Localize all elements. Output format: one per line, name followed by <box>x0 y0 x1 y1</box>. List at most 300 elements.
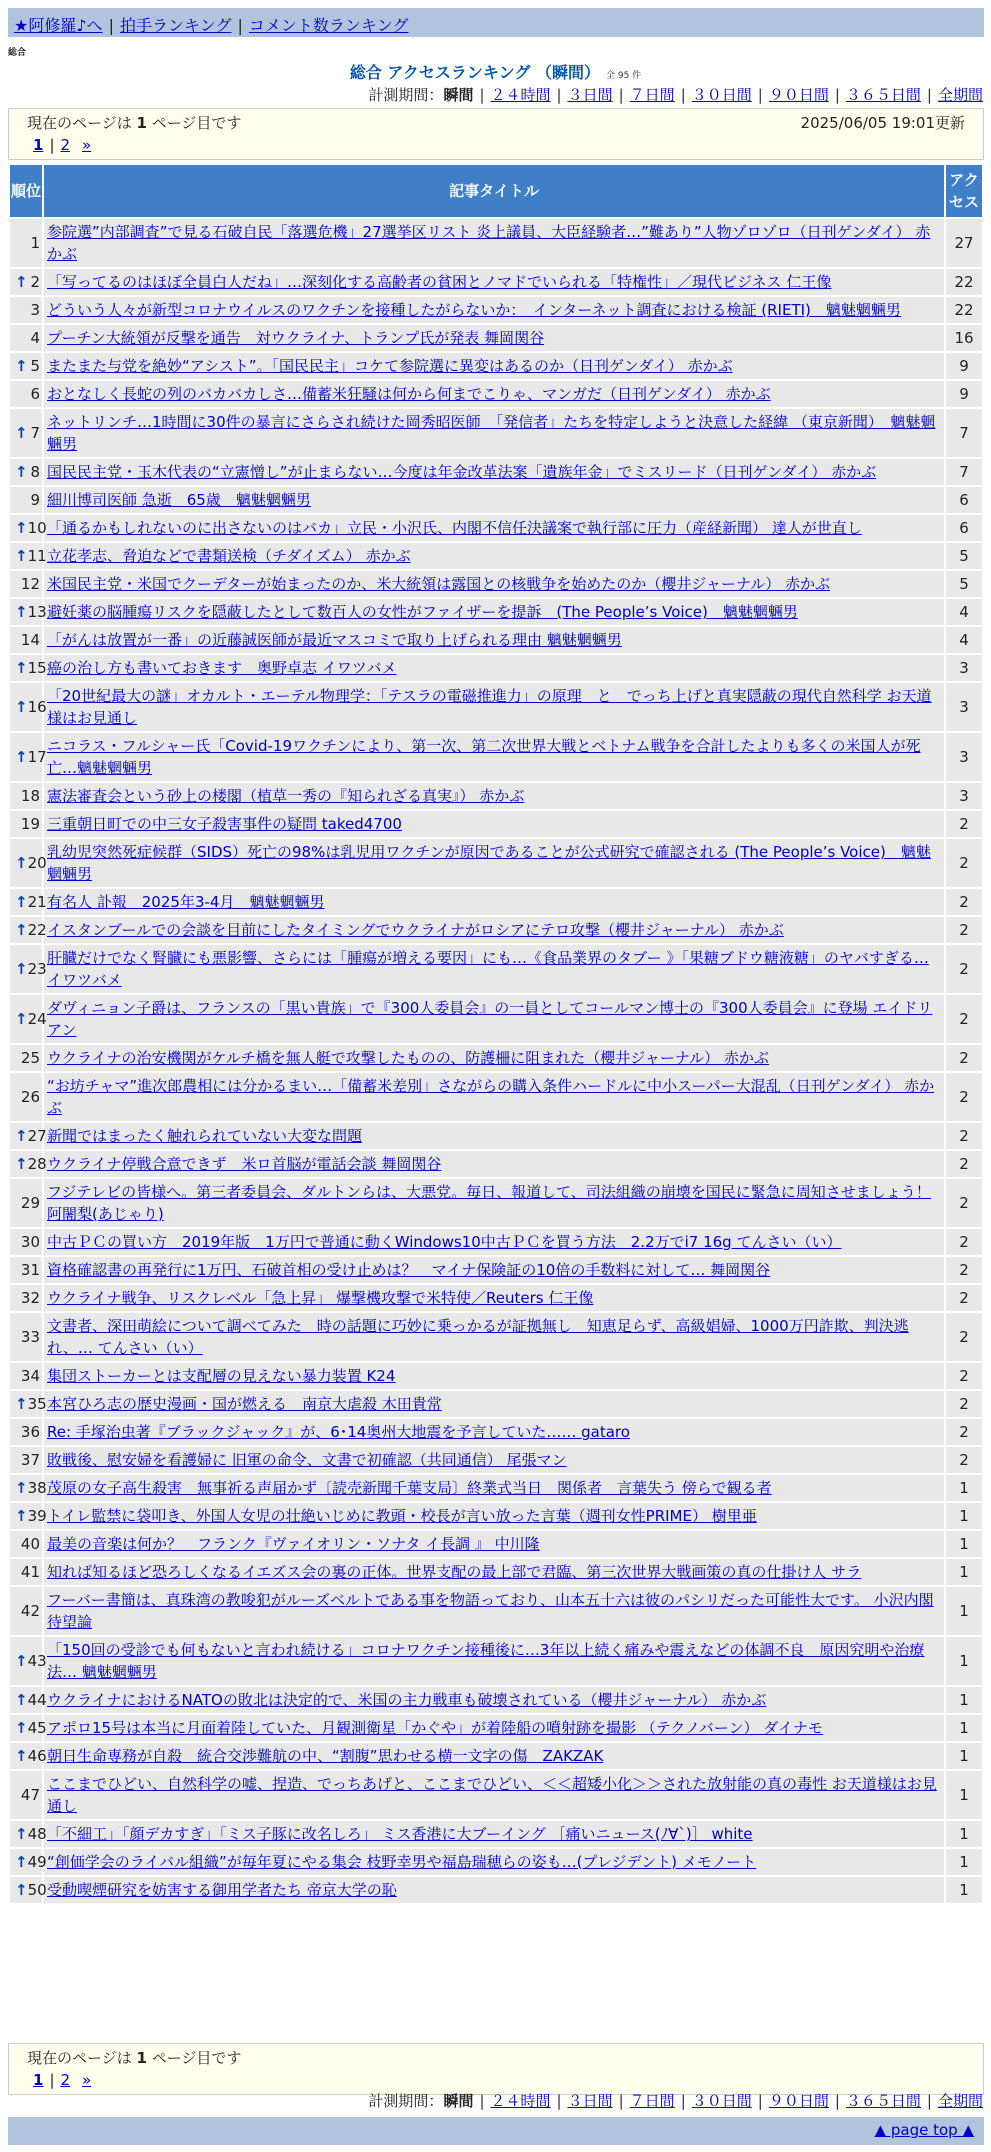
period-link[interactable]: ３０日間 <box>691 2092 752 2110</box>
rank-cell <box>10 269 42 295</box>
title-cell <box>44 1073 944 1121</box>
access-count: 1 <box>946 1475 982 1501</box>
article-link[interactable]: 「150回の受診でも何もないと言われ続ける」コロナワクチン接種後に…3年以上続く痛みや震えなどの体調不良 原因究明や治療法… 魑魅魍魎男 <box>47 1641 925 1681</box>
pager-status-line <box>27 2047 965 2069</box>
period-selector-bottom <box>368 2090 983 2111</box>
table-row <box>10 1849 982 1875</box>
up-arrow-icon: ↑ <box>15 893 28 911</box>
rank-cell <box>10 1715 47 1741</box>
article-link[interactable]: 中古ＰＣの買い方 2019年版 1万円で普通に動くWindows10中古ＰＣを買う方法 2.2万でi7 16g てんさい（い） <box>47 1233 842 1251</box>
table-row <box>10 1559 982 1585</box>
title-cell <box>44 1419 944 1445</box>
period-separator: | <box>556 2092 562 2110</box>
rank-cell <box>10 1587 42 1635</box>
article-link[interactable]: 乳幼児突然死症候群（SIDS）死亡の98%は乳児用ワクチンが原因であることが公式研究で確認される (The People’s Voice) 魑魅魍魎男 <box>47 843 931 883</box>
article-link[interactable]: ここまでひどい、自然科学の嘘、捏造、でっちあげと、ここまでひどい、＜＜超矮小化＞＞された放射能の真の毒性 お天道様はお見通し <box>47 1775 937 1815</box>
title-cell <box>44 1687 944 1713</box>
article-link[interactable]: 憲法審査会という砂上の楼閣（植草一秀の『知られざる真実』） 赤かぶ <box>47 787 525 805</box>
page-link[interactable]: 2 <box>60 136 71 154</box>
rank-cell <box>10 381 42 407</box>
rank-number: 23 <box>27 960 47 978</box>
access-count: 1 <box>946 1587 982 1635</box>
rank-number: 34 <box>20 1367 40 1385</box>
rank-number: 14 <box>20 631 40 649</box>
title-cell <box>44 325 944 351</box>
period-separator: | <box>926 86 932 104</box>
period-separator: | <box>834 86 840 104</box>
rank-cell <box>10 1849 47 1875</box>
title-cell <box>44 655 944 681</box>
access-count: 3 <box>946 783 982 809</box>
article-link[interactable]: 癌の治し方も書いておきます 奥野卓志 イワツバメ <box>47 659 397 677</box>
access-count: 27 <box>946 219 982 267</box>
article-link[interactable]: 最美の音楽は何か？ フランク『ヴァイオリン・ソナタ イ長調 』 中川隆 <box>47 1535 540 1553</box>
period-separator: | <box>680 2092 686 2110</box>
article-link[interactable]: 文書者、深田萌絵について調べてみた 時の話題に巧妙に乗っかるが証拠無し 知恵足らず、高級娼婦、1000万円詐欺、判決逃れ、… てんさい（い） <box>47 1317 909 1357</box>
comment-ranking-link[interactable]: コメント数ランキング <box>248 16 409 35</box>
rank-number: 25 <box>20 1049 40 1067</box>
rank-number: 8 <box>30 463 40 481</box>
up-arrow-icon: ↑ <box>15 921 28 939</box>
period-separator: | <box>479 86 485 104</box>
up-arrow-icon: ↑ <box>15 1127 28 1145</box>
period-link[interactable]: 全期間 <box>937 2092 983 2110</box>
table-row <box>10 1419 982 1445</box>
article-link[interactable]: 受動喫煙研究を妨害する御用学者たち 帝京大学の恥 <box>47 1881 397 1899</box>
title-cell <box>44 683 944 731</box>
page-link[interactable]: 2 <box>60 2071 71 2089</box>
table-row <box>10 1391 982 1417</box>
rank-cell <box>10 571 42 597</box>
period-separator: | <box>680 86 686 104</box>
table-row <box>10 487 982 513</box>
period-link[interactable]: ９０日間 <box>768 86 829 104</box>
pager-box-bottom <box>8 2043 984 2095</box>
rank-cell <box>10 515 47 541</box>
period-separator: | <box>618 2092 624 2110</box>
title-cell <box>44 1849 944 1875</box>
article-link[interactable]: 本宮ひろ志の歴史漫画・国が燃える 南京大虐殺 木田貴常 <box>47 1395 442 1413</box>
table-row <box>10 655 982 681</box>
access-count: 5 <box>946 543 982 569</box>
access-count: 2 <box>946 811 982 837</box>
table-row <box>10 1447 982 1473</box>
category-label: 総合 <box>8 48 27 58</box>
table-row <box>10 1045 982 1071</box>
rank-cell <box>10 1531 42 1557</box>
rank-number: 40 <box>20 1535 40 1553</box>
rank-cell <box>10 627 42 653</box>
table-row <box>10 733 982 781</box>
access-count: 2 <box>946 1363 982 1389</box>
access-count: 1 <box>946 1559 982 1585</box>
rank-cell <box>10 353 42 379</box>
rank-cell <box>10 487 42 513</box>
table-row <box>10 917 982 943</box>
article-link[interactable]: またまた与党を絶妙“アシスト”。「国民民主」コケて参院選に異変はあるのか（日刊ゲンダイ） 赤かぶ <box>47 357 733 375</box>
rank-cell <box>10 543 47 569</box>
up-arrow-icon: ↑ <box>15 1825 28 1843</box>
article-link[interactable]: 「20世紀最大の謎」オカルト・エーテル物理学：「テスラの電磁推進力」の原理 と でっち上げと真実隠蔽の現代自然科学 お天道様はお見通し <box>47 687 932 727</box>
title-cell <box>44 995 944 1043</box>
rank-number: 41 <box>20 1563 40 1581</box>
title-cell <box>44 1447 944 1473</box>
rank-number: 21 <box>27 893 47 911</box>
up-arrow-icon: ↑ <box>15 424 28 442</box>
up-arrow-icon: ↑ <box>15 854 28 872</box>
table-row <box>10 1771 982 1819</box>
table-row <box>10 1687 982 1713</box>
clap-ranking-link[interactable]: 拍手ランキング <box>119 16 232 35</box>
bottom-bar <box>8 2117 984 2145</box>
home-link[interactable]: ★阿修羅♪へ <box>14 16 103 35</box>
article-link[interactable]: フーバー書簡は、真珠湾の教唆犯がルーズベルトである事を物語っており、山本五十六は彼のパシリだった可能性大です。 小沢内閣待望論 <box>47 1591 934 1631</box>
title-cell <box>44 1475 944 1501</box>
rank-number: 13 <box>27 603 47 621</box>
period-link[interactable]: ２４時間 <box>490 2092 551 2110</box>
up-arrow-icon: ↑ <box>15 357 28 375</box>
title-cell <box>44 917 944 943</box>
rank-cell <box>10 1877 47 1903</box>
rank-number: 37 <box>20 1451 40 1469</box>
article-link[interactable]: アポロ15号は本当に月面着陸していた、月観測衛星「かぐや」が着陸船の噴射跡を撮影 （テクノバーン） ダイナモ <box>47 1719 823 1737</box>
access-count: 1 <box>946 1715 982 1741</box>
rank-cell <box>10 1313 42 1361</box>
pager-text-pre: 現在のページは <box>27 2049 132 2067</box>
page-link[interactable]: 1 <box>33 136 44 154</box>
title-cell <box>44 269 944 295</box>
article-link[interactable]: プーチン大統領が反撃を通告 対ウクライナ、トランプ氏が発表 舞岡関谷 <box>47 329 545 347</box>
title-cell <box>44 381 944 407</box>
current-page-number: 1 <box>136 114 147 132</box>
table-row <box>10 1715 982 1741</box>
page-top-link[interactable]: ▲ page top ▲ <box>874 2121 974 2139</box>
article-link[interactable]: ウクライナ戦争、リスクレベル「急上昇」 爆撃機攻撃で米特使／Reuters 仁王像 <box>47 1289 594 1307</box>
article-link[interactable]: ウクライナ停戦合意できず 米ロ首脳が電話会談 舞岡関谷 <box>47 1155 442 1173</box>
access-count: 1 <box>946 1821 982 1847</box>
access-count: 2 <box>946 1419 982 1445</box>
title-cell <box>44 487 944 513</box>
period-link[interactable]: ９０日間 <box>768 2092 829 2110</box>
table-row <box>10 1313 982 1361</box>
table-row <box>10 783 982 809</box>
table-row <box>10 1877 982 1903</box>
table-row <box>10 1503 982 1529</box>
up-arrow-icon: ↑ <box>15 547 28 565</box>
rank-number: 27 <box>27 1127 47 1145</box>
table-row <box>10 1073 982 1121</box>
article-link[interactable]: おとなしく長蛇の列のバカバカしさ…備蓄米狂騒は何から何までこりゃ、マンガだ（日刊ゲンダイ） 赤かぶ <box>47 385 771 403</box>
article-link[interactable]: 避妊薬の脳腫瘍リスクを隠蔽したとして数百人の女性がファイザーを提訴 (The People’s Voice) 魑魅魍魎男 <box>47 603 798 621</box>
up-arrow-icon: ↑ <box>15 1652 28 1670</box>
title-cell <box>44 1257 944 1283</box>
title-cell <box>44 1877 944 1903</box>
current-page-number: 1 <box>136 2049 147 2067</box>
table-row <box>10 627 982 653</box>
article-link[interactable]: 知れば知るほど恐ろしくなるイエズス会の裏の正体。世界支配の最上部で君臨、第三次世界大戦画策の真の仕掛け人 サラ <box>47 1563 862 1581</box>
table-row <box>10 219 982 267</box>
period-link[interactable]: ３日間 <box>567 2092 613 2110</box>
rank-number: 50 <box>27 1881 47 1899</box>
rank-number: 47 <box>20 1786 40 1804</box>
rank-cell <box>10 1229 42 1255</box>
access-count: 3 <box>946 683 982 731</box>
table-row <box>10 353 982 379</box>
rank-cell <box>10 889 47 915</box>
rank-cell <box>10 917 47 943</box>
pagination: 1 | 2 » <box>33 136 92 154</box>
rank-cell <box>10 783 42 809</box>
rank-number: 48 <box>27 1825 47 1843</box>
rank-cell <box>10 1073 42 1121</box>
period-separator: | <box>757 2092 763 2110</box>
article-link[interactable]: ウクライナの治安機関がケルチ橋を無人艇で攻撃したものの、防護柵に阻まれた（櫻井ジャーナル） 赤かぶ <box>47 1049 769 1067</box>
access-count: 1 <box>946 1637 982 1685</box>
up-arrow-icon: ↑ <box>15 698 28 716</box>
table-row <box>10 1637 982 1685</box>
access-count: 1 <box>946 1849 982 1875</box>
rank-number: 32 <box>20 1289 40 1307</box>
access-count: 2 <box>946 1073 982 1121</box>
article-link[interactable]: 「写ってるのはほぼ全員白人だね」…深刻化する高齢者の貧困とノマドでいられる「特権性」／現代ビジネス 仁王像 <box>47 273 832 291</box>
access-count: 7 <box>946 459 982 485</box>
rank-cell <box>10 1687 47 1713</box>
article-link[interactable]: 集団ストーカーとは支配層の見えない暴力装置 K24 <box>47 1367 396 1385</box>
article-link[interactable]: ニコラス・フルシャー氏「Covid-19ワクチンにより、第一次、第二次世界大戦とベトナム戦争を合計したよりも多くの米国人が死亡…魑魅魍魎男 <box>47 737 921 777</box>
access-count: 4 <box>946 627 982 653</box>
article-link[interactable]: “創価学会のライバル組織”が毎年夏にやる集会 枝野幸男や福島瑞穂らの姿も…(プレジデント) メモノート <box>47 1853 757 1871</box>
rank-number: 5 <box>30 357 40 375</box>
period-link[interactable]: ３日間 <box>567 86 613 104</box>
title-cell <box>44 599 944 625</box>
article-link[interactable]: 立花孝志、脅迫などで書類送検（チダイズム） 赤かぶ <box>47 547 411 565</box>
article-link[interactable]: 国民民主党・玉木代表の“立憲憎し”が止まらない…今度は年金改革法案「遺族年金」でミスリード（日刊ゲンダイ） 赤かぶ <box>47 463 877 481</box>
rank-cell <box>10 683 47 731</box>
rank-number: 4 <box>30 329 40 347</box>
access-count: 2 <box>946 889 982 915</box>
rank-number: 10 <box>27 519 47 537</box>
period-link[interactable]: ７日間 <box>629 86 675 104</box>
access-count: 3 <box>946 733 982 781</box>
title-cell <box>44 1771 944 1819</box>
pager-status <box>27 2047 241 2069</box>
article-link[interactable]: “お坊チャマ”進次郎農相には分かるまい…「備蓄米差別」さながらの購入条件ハードルに中小スーパー大混乱（日刊ゲンダイ） 赤かぶ <box>47 1077 935 1117</box>
article-link[interactable]: 新聞ではまったく触れられていない大変な問題 <box>47 1127 363 1145</box>
article-link[interactable]: 「がんは放置が一番」の近藤誠医師が最近マスコミで取り上げられる理由 魑魅魍魎男 <box>47 631 622 649</box>
up-arrow-icon: ↑ <box>15 1155 28 1173</box>
period-link[interactable]: ２４時間 <box>490 86 551 104</box>
next-page-link[interactable]: » <box>82 2071 92 2089</box>
rank-number: 12 <box>20 575 40 593</box>
rank-cell <box>10 1743 47 1769</box>
period-link[interactable]: 全期間 <box>937 86 983 104</box>
access-count: 2 <box>946 1229 982 1255</box>
article-link[interactable]: 「不細工」「顔デカすぎ」「ミス子豚に改名しろ」 ミス香港に大ブーイング ［痛いニュース(ﾉ∀`)］ white <box>47 1825 753 1843</box>
rank-cell <box>10 409 42 457</box>
rank-cell <box>10 995 47 1043</box>
rank-number: 42 <box>20 1602 40 1620</box>
rank-number: 43 <box>27 1652 47 1670</box>
title-cell <box>44 1123 944 1149</box>
article-link[interactable]: フジテレビの皆様へ。第三者委員会、ダルトンらは、大悪党。毎日、報道して、司法組織の崩壊を国民に緊急に周知させましょう！ 阿闍梨(あじゃり) <box>47 1183 931 1223</box>
article-link[interactable]: 資格確認書の再発行に1万円、石破首相の受け止めは？ マイナ保険証の10倍の手数料に対して… 舞岡関谷 <box>47 1261 771 1279</box>
rank-cell <box>10 297 42 323</box>
title-cell <box>44 1503 944 1529</box>
up-arrow-icon: ↑ <box>15 1691 28 1709</box>
title-cell <box>44 1363 944 1389</box>
access-count: 1 <box>946 1877 982 1903</box>
table-row <box>10 409 982 457</box>
table-row <box>10 515 982 541</box>
title-cell <box>44 1285 944 1311</box>
period-current: 瞬間 <box>443 2092 474 2110</box>
rank-number: 18 <box>20 787 40 805</box>
article-link[interactable]: 敗戦後、慰安婦を看護婦に 旧軍の命令、文書で初確認（共同通信） 尾張マン <box>47 1451 567 1469</box>
rank-cell <box>10 459 42 485</box>
table-row <box>10 1229 982 1255</box>
title-cell <box>44 1391 944 1417</box>
article-link[interactable]: 朝日生命専務が自殺 統合交渉難航の中、“割腹”思わせる横一文字の傷 ZAKZAK <box>47 1747 604 1765</box>
article-link[interactable]: 三重朝日町での中三女子殺害事件の疑問 taked4700 <box>47 815 402 833</box>
table-row <box>10 297 982 323</box>
access-count: 4 <box>946 599 982 625</box>
title-cell <box>44 1179 944 1227</box>
up-arrow-icon: ↑ <box>15 960 28 978</box>
rank-cell <box>10 733 47 781</box>
rank-number: 24 <box>27 1010 47 1028</box>
access-count: 1 <box>946 1743 982 1769</box>
period-separator: | <box>556 86 562 104</box>
period-separator: | <box>618 86 624 104</box>
table-row <box>10 1285 982 1311</box>
rank-cell <box>10 1821 47 1847</box>
access-count: 2 <box>946 1257 982 1283</box>
title-cell <box>44 1587 944 1635</box>
rank-number: 29 <box>20 1194 40 1212</box>
table-row <box>10 945 982 993</box>
access-count: 2 <box>946 1151 982 1177</box>
title-cell <box>44 1531 944 1557</box>
article-link[interactable]: ダヴィニョン子爵は、フランスの「黒い貴族」で『300人委員会』の一員としてコールマン博士の『300人委員会』に登場 エイドリアン <box>47 999 933 1039</box>
rank-cell <box>10 219 42 267</box>
up-arrow-icon: ↑ <box>15 1395 28 1413</box>
title-cell <box>44 515 944 541</box>
table-row <box>10 995 982 1043</box>
pagination: 1 | 2 » <box>33 2071 92 2089</box>
up-arrow-icon: ↑ <box>15 659 28 677</box>
article-link[interactable]: 細川博司医師 急逝 65歳 魑魅魍魎男 <box>47 491 311 509</box>
rank-number: 22 <box>27 921 47 939</box>
page-link[interactable]: 1 <box>33 2071 44 2089</box>
period-link[interactable]: ７日間 <box>629 2092 675 2110</box>
up-arrow-icon: ↑ <box>15 1479 28 1497</box>
access-count: 2 <box>946 995 982 1043</box>
rank-number: 1 <box>30 234 40 252</box>
table-row <box>10 1475 982 1501</box>
rank-number: 44 <box>27 1691 47 1709</box>
up-arrow-icon: ↑ <box>15 748 28 766</box>
rank-cell <box>10 325 42 351</box>
period-link[interactable]: ３６５日間 <box>845 86 921 104</box>
rank-cell <box>10 811 42 837</box>
access-count: 1 <box>946 1531 982 1557</box>
rank-number: 35 <box>27 1395 47 1413</box>
table-row <box>10 269 982 295</box>
up-arrow-icon: ↑ <box>15 1853 28 1871</box>
pager-status <box>27 112 241 134</box>
rank-number: 39 <box>27 1507 47 1525</box>
rank-number: 20 <box>27 854 47 872</box>
period-link[interactable]: ３０日間 <box>691 86 752 104</box>
title-cell <box>44 409 944 457</box>
rank-cell <box>10 655 47 681</box>
article-link[interactable]: トイレ監禁に袋叩き、外国人女児の壮絶いじめに教頭・校長が言い放った言葉（週刊女性PRIME） 樹里亜 <box>47 1507 757 1525</box>
title-cell <box>44 1559 944 1585</box>
access-count: 22 <box>946 297 982 323</box>
rank-cell <box>10 599 47 625</box>
title-cell <box>44 889 944 915</box>
access-count: 6 <box>946 487 982 513</box>
pager-text-post: ページ目です <box>151 2049 242 2067</box>
article-link[interactable]: イスタンブールでの会談を目前にしたタイミングでウクライナがロシアにテロ攻撃（櫻井ジャーナル） 赤かぶ <box>47 921 784 939</box>
rank-number: 3 <box>30 301 40 319</box>
table-row <box>10 459 982 485</box>
rank-number: 30 <box>20 1233 40 1251</box>
rank-number: 17 <box>27 748 47 766</box>
article-link[interactable]: Re: 手塚治虫著『ブラックジャック』が、6･14奥州大地震を予言していた…… gataro <box>47 1423 630 1441</box>
article-link[interactable]: 肝臓だけでなく腎臓にも悪影響、さらには「腫瘍が増える要因」にも…《食品業界のタブー 》「果糖ブドウ糖液糖」のヤバすぎる… イワツバメ <box>47 949 929 989</box>
article-link[interactable]: 有名人 訃報 2025年3-4月 魑魅魍魎男 <box>47 893 325 911</box>
period-separator: | <box>757 86 763 104</box>
rank-cell <box>10 1257 42 1283</box>
article-link[interactable]: ネットリンチ…1時間に30件の暴言にさらされ続けた岡秀昭医師 「発信者」たちを特定しようと決意した経緯 （東京新聞） 魑魅魍魎男 <box>47 413 936 453</box>
period-separator: | <box>479 2092 485 2110</box>
period-link[interactable]: ３６５日間 <box>845 2092 921 2110</box>
rank-cell <box>10 945 47 993</box>
rank-number: 2 <box>30 273 40 291</box>
period-label: 計測期間： <box>368 86 444 104</box>
table-row <box>10 381 982 407</box>
rank-number: 19 <box>20 815 40 833</box>
access-count: 22 <box>946 269 982 295</box>
article-link[interactable]: 米国民主党・米国でクーデターが始まったのか、米大統領は露国との核戦争を始めたのか（櫻井ジャーナル） 赤かぶ <box>47 575 830 593</box>
title-cell <box>44 219 944 267</box>
title-cell <box>44 1151 944 1177</box>
next-page-link[interactable]: » <box>82 136 92 154</box>
article-link[interactable]: 「通るかもしれないのに出さないのはバカ」立民・小沢氏、内閣不信任決議案で執行部に圧力（産経新聞） 達人が世直し <box>47 519 862 537</box>
access-count: 9 <box>946 353 982 379</box>
access-count: 3 <box>946 655 982 681</box>
table-row <box>10 1179 982 1227</box>
article-link[interactable]: 参院選”内部調査”で見る石破自民「落選危機」27選挙区リスト 炎上議員、大臣経験者…”難あり”人物ゾロゾロ（日刊ゲンダイ） 赤かぶ <box>47 223 931 263</box>
table-row <box>10 1257 982 1283</box>
page-title: 総合 アクセスランキング （瞬間） <box>349 63 600 82</box>
access-count: 2 <box>946 1123 982 1149</box>
table-row <box>10 1151 982 1177</box>
rank-cell <box>10 1503 47 1529</box>
access-count: 16 <box>946 325 982 351</box>
title-cell <box>44 627 944 653</box>
article-link[interactable]: 茂原の女子高生殺害 無事祈る声届かず〔読売新聞千葉支局〕終業式当日 関係者 言葉失う 傍らで観る者 <box>47 1479 772 1497</box>
article-link[interactable]: ウクライナにおけるNATOの敗北は決定的で、米国の主力戦車も破壊されている（櫻井ジャーナル） 赤かぶ <box>47 1691 767 1709</box>
rank-cell <box>10 839 47 887</box>
access-count: 6 <box>946 515 982 541</box>
table-header-row <box>10 165 982 217</box>
article-link[interactable]: どういう人々が新型コロナウイルスのワクチンを接種したがらないか： インターネット調査における検証 (RIETI) 魑魅魍魎男 <box>47 301 901 319</box>
rank-cell <box>10 1559 42 1585</box>
period-separator: | <box>834 2092 840 2110</box>
table-row <box>10 1363 982 1389</box>
